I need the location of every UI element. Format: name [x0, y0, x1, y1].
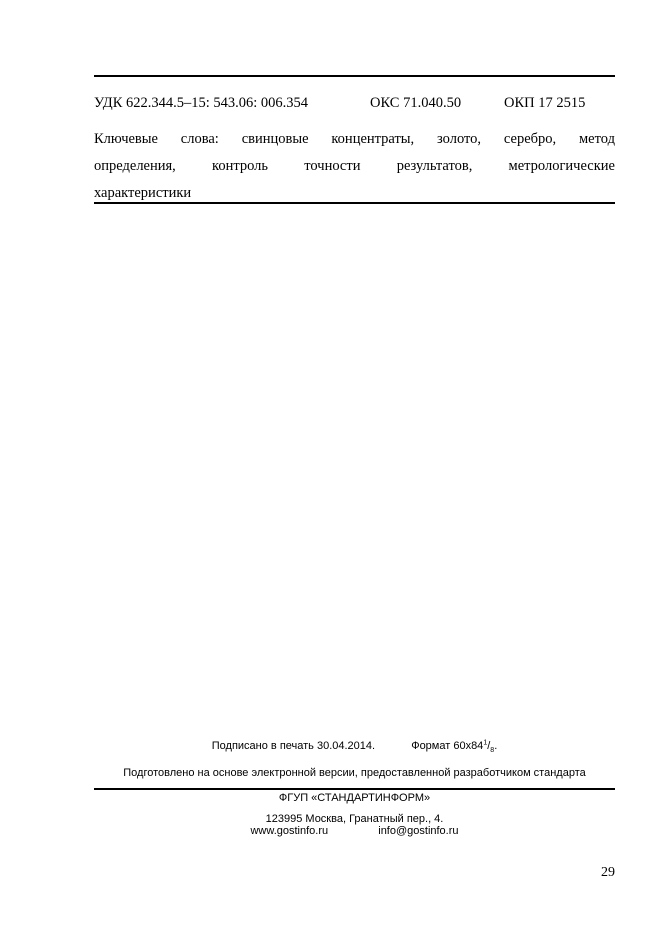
oks-code: ОКС 71.040.50 [370, 95, 462, 111]
email-link[interactable]: info@gostinfo.ru [378, 825, 459, 837]
website-link[interactable]: www.gostinfo.ru [250, 825, 329, 837]
keyword-word: Ключевые [94, 131, 158, 147]
udk-code: УДК 622.344.5–15: 543.06: 006.354 [94, 95, 309, 111]
page-number: 29 [601, 865, 615, 880]
keyword-word: метод [579, 131, 615, 147]
keywords-bottom-rule [94, 202, 615, 204]
keyword-word: слова: [180, 131, 219, 147]
publisher-contacts [94, 825, 615, 838]
signed-date: Подписано в печать 30.04.2014. [211, 740, 376, 752]
imprint-rule [94, 788, 615, 790]
keyword-word: результатов, [396, 158, 473, 174]
keywords-line-1 [94, 126, 615, 153]
okp-code: ОКП 17 2515 [504, 95, 586, 111]
keywords-block [94, 126, 615, 207]
keyword-word: серебро, [503, 131, 557, 147]
keyword-word: точности [304, 158, 361, 174]
publisher-address: 123995 Москва, Гранатный пер., 4. [265, 813, 444, 825]
keyword-word: контроль [212, 158, 269, 174]
keyword-word: золото, [437, 131, 482, 147]
keyword-word: свинцовые [241, 131, 309, 147]
keywords-line-2 [94, 153, 615, 180]
publisher-name: ФГУП «СТАНДАРТИНФОРМ» [278, 792, 431, 804]
paper-format: Формат $60x84^1/_8$. [411, 739, 498, 755]
keyword-word: концентраты, [331, 131, 415, 147]
top-rule [94, 75, 615, 77]
keyword-word: метрологические [508, 158, 615, 174]
prepared-note: Подготовлено на основе электронной версии, предоставленной разработчиком стандарта [123, 767, 586, 779]
keyword-word: характеристики [94, 185, 192, 201]
imprint-signed-format [94, 740, 615, 753]
keyword-word: определения, [94, 158, 176, 174]
